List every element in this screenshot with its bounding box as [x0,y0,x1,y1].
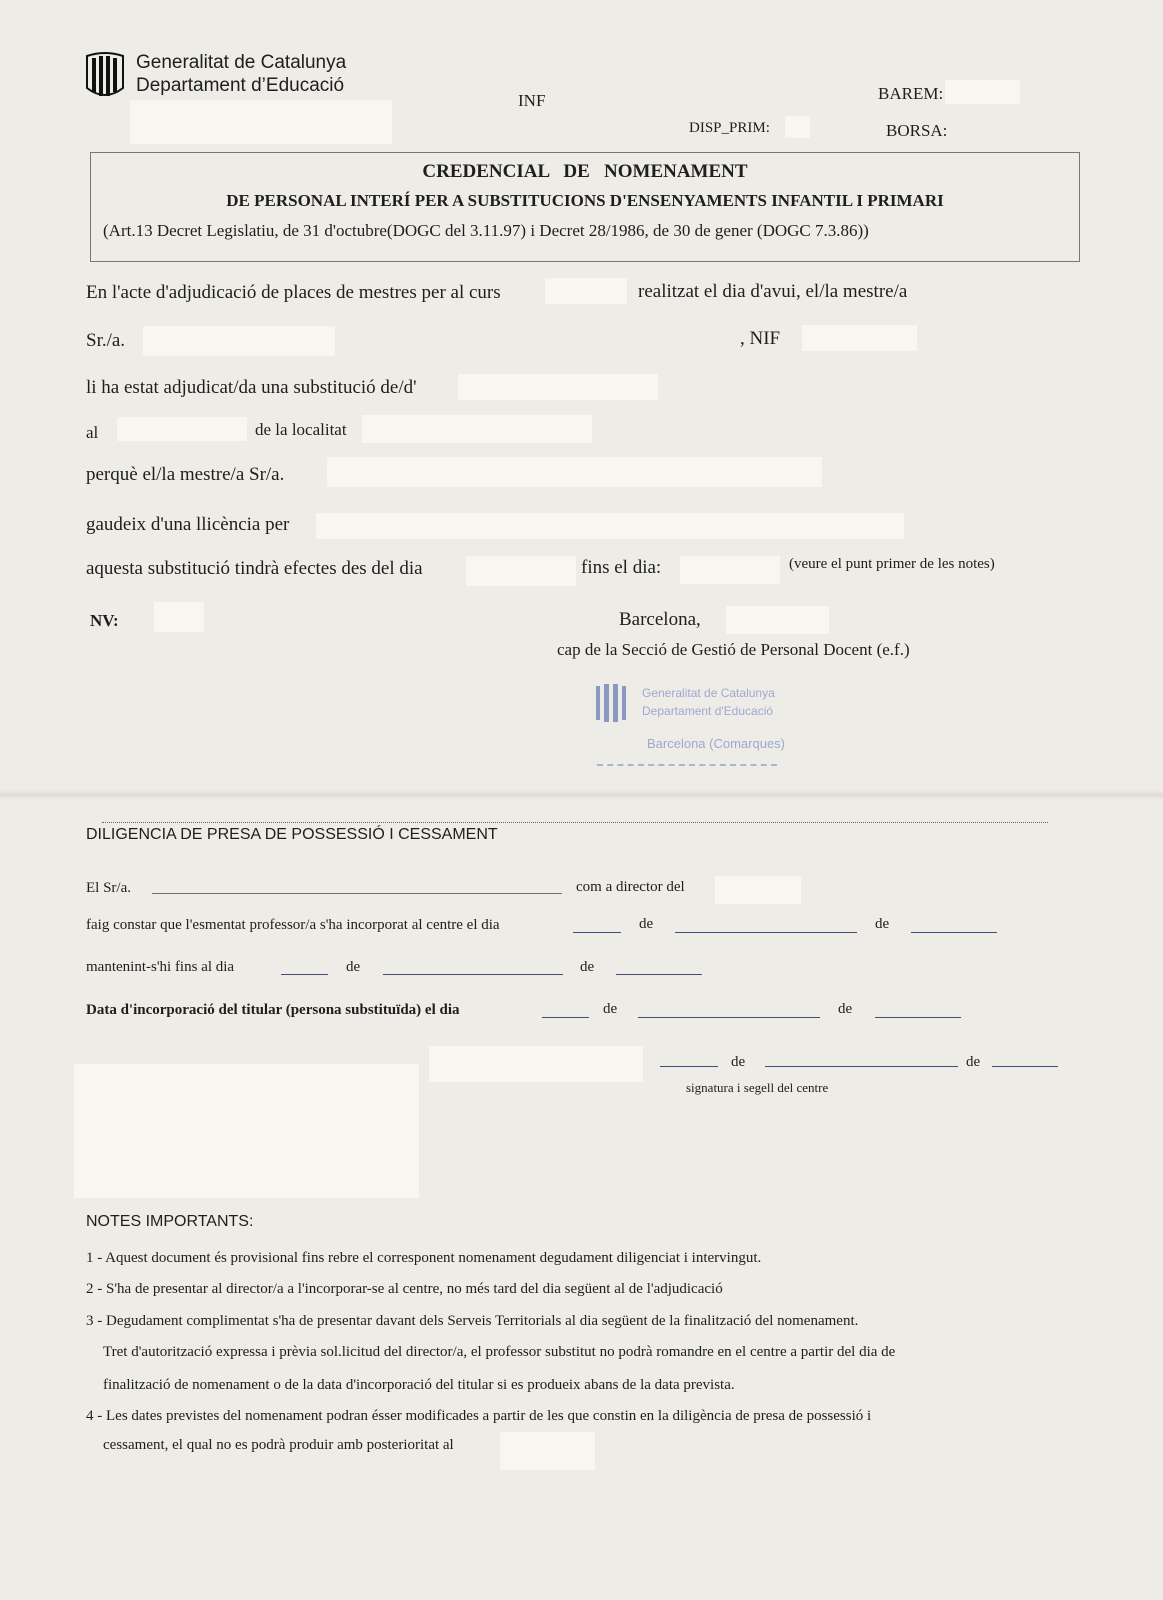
month-line-3 [638,1017,820,1018]
title-box [90,152,1080,262]
de-label-4: de [580,959,595,975]
year-line-1 [911,932,997,933]
stamp-logo-icon [592,684,632,729]
data-inici-field [466,556,576,586]
nif-label: , NIF [740,328,781,349]
notes-title: NOTES IMPORTANTS: [86,1213,254,1230]
de-label-6: de [838,1001,853,1017]
posterioritat-date-field [500,1432,595,1470]
title-line-3: (Art.13 Decret Legislatiu, de 31 d'octubre(DOGC del 3.11.97) i Decret 28/1986, de 30 de gener (DOGC 7.3.86)) [103,221,869,240]
borsa-label: BORSA: [886,121,948,140]
place-field [429,1046,643,1082]
acte-text: En l'acte d'adjudicació de places de mestres per al curs [86,282,501,303]
data-fi-field [680,556,780,584]
redacted-field [130,100,392,144]
name-field [143,326,335,356]
generalitat-logo-icon [85,52,125,100]
sra-label: Sr./a. [86,330,126,351]
stamp-border [597,764,777,766]
de-label-1: de [639,916,654,932]
org-line-1: Generalitat de Catalunya [136,52,347,73]
paper-fold [0,790,1163,800]
data-incorporacio-text: Data d'incorporació del titular (persona substituïda) el dia [86,1002,460,1018]
signatura-label: signatura i segell del centre [686,1080,829,1095]
title-line-1: CREDENCIAL DE NOMENAMENT [422,161,748,182]
nif-field [802,325,917,351]
inf-label: INF [518,91,546,110]
year-line-4 [992,1066,1058,1067]
day-line-4 [660,1066,718,1067]
llicencia-field [316,513,904,539]
cap-seccio-text: cap de la Secció de Gestió de Personal Docent (e.f.) [557,640,910,659]
org-line-2: Departament d’Educació [136,75,345,96]
barem-label: BAREM: [878,84,944,103]
efectes-text: aquesta substitució tindrà efectes des del dia [86,558,423,579]
perque-text: perquè el/la mestre/a Sr/a. [86,464,285,485]
realitzat-text: realitzat el dia d'avui, el/la mestre/a [638,281,908,302]
localitat-label: de la localitat [255,420,347,439]
year-line-2 [616,974,702,975]
faig-text: faig constar que l'esmentat professor/a s'ha incorporat al centre el dia [86,917,500,933]
title-line-2: DE PERSONAL INTERÍ PER A SUBSTITUCIONS D'ENSENYAMENTS INFANTIL I PRIMARI [226,191,944,210]
al-label: al [86,423,99,442]
separator [102,822,1048,823]
date-field [726,606,829,634]
diligencia-title: DILIGENCIA DE PRESA DE POSSESSIÓ I CESSAMENT [86,826,498,843]
note-3a: 3 - Degudament complimentat s'ha de presentar davant dels Serveis Territorials al dia següent de la finalització del nomenament. [86,1313,859,1329]
veure-note: (veure el punt primer de les notes) [789,556,995,572]
signature-area [74,1064,419,1198]
disp-prim-label: DISP_PRIM: [689,120,770,136]
centre-field [117,417,247,441]
barcelona-label: Barcelona, [619,609,701,630]
disp-prim-value [785,116,810,138]
de-label-2: de [875,916,890,932]
de-label-5: de [603,1001,618,1017]
substitucio-field [458,374,658,400]
elsra-label: El Sr/a. [86,880,131,896]
official-stamp [587,666,887,776]
de-label-8: de [966,1054,981,1070]
nv-label: NV: [90,611,119,630]
localitat-field [362,415,592,443]
note-4b: cessament, el qual no es podrà produir amb posterioritat al [103,1437,454,1453]
day-line-1 [573,932,621,933]
barem-value [945,80,1020,104]
month-line-4 [765,1066,958,1067]
centre-name-field [715,876,801,904]
de-label-3: de [346,959,361,975]
stamp-line-2: Departament d'Educació [642,704,774,718]
day-line-2 [281,974,328,975]
day-line-3 [542,1017,589,1018]
note-2: 2 - S'ha de presentar al director/a a l'incorporar-se al centre, no més tard del dia següent al de l'adjudicació [86,1281,723,1297]
fins-label: fins el dia: [581,557,662,578]
de-label-7: de [731,1054,746,1070]
month-line-1 [675,932,857,933]
mantenint-text: mantenint-s'hi fins al dia [86,959,235,975]
note-4a: 4 - Les dates previstes del nomenament podran ésser modificades a partir de les que constin en la diligència de presa de possessió i [86,1408,872,1424]
director-label: com a director del [576,879,685,895]
curs-field [545,278,627,304]
note-1: 1 - Aquest document és provisional fins rebre el corresponent nomenament degudament diligenciat i intervingut. [86,1250,762,1266]
note-3b: Tret d'autorització expressa i prèvia sol.licitud del director/a, el professor substitut no podrà romandre en el centre a partir del dia de [103,1344,896,1360]
nv-field [154,602,204,632]
titular-field [327,457,822,487]
note-3c: finalització de nomenament o de la data d'incorporació del titular si es produeix abans de la data prevista. [103,1377,735,1393]
stamp-line-3: Barcelona (Comarques) [647,736,786,751]
adjudicat-text: li ha estat adjudicat/da una substitució de/d' [86,377,417,398]
gaudeix-text: gaudeix d'una llicència per [86,514,290,535]
month-line-2 [383,974,563,975]
director-name-line [152,893,562,894]
year-line-3 [875,1017,961,1018]
stamp-line-1: Generalitat de Catalunya [642,686,775,700]
